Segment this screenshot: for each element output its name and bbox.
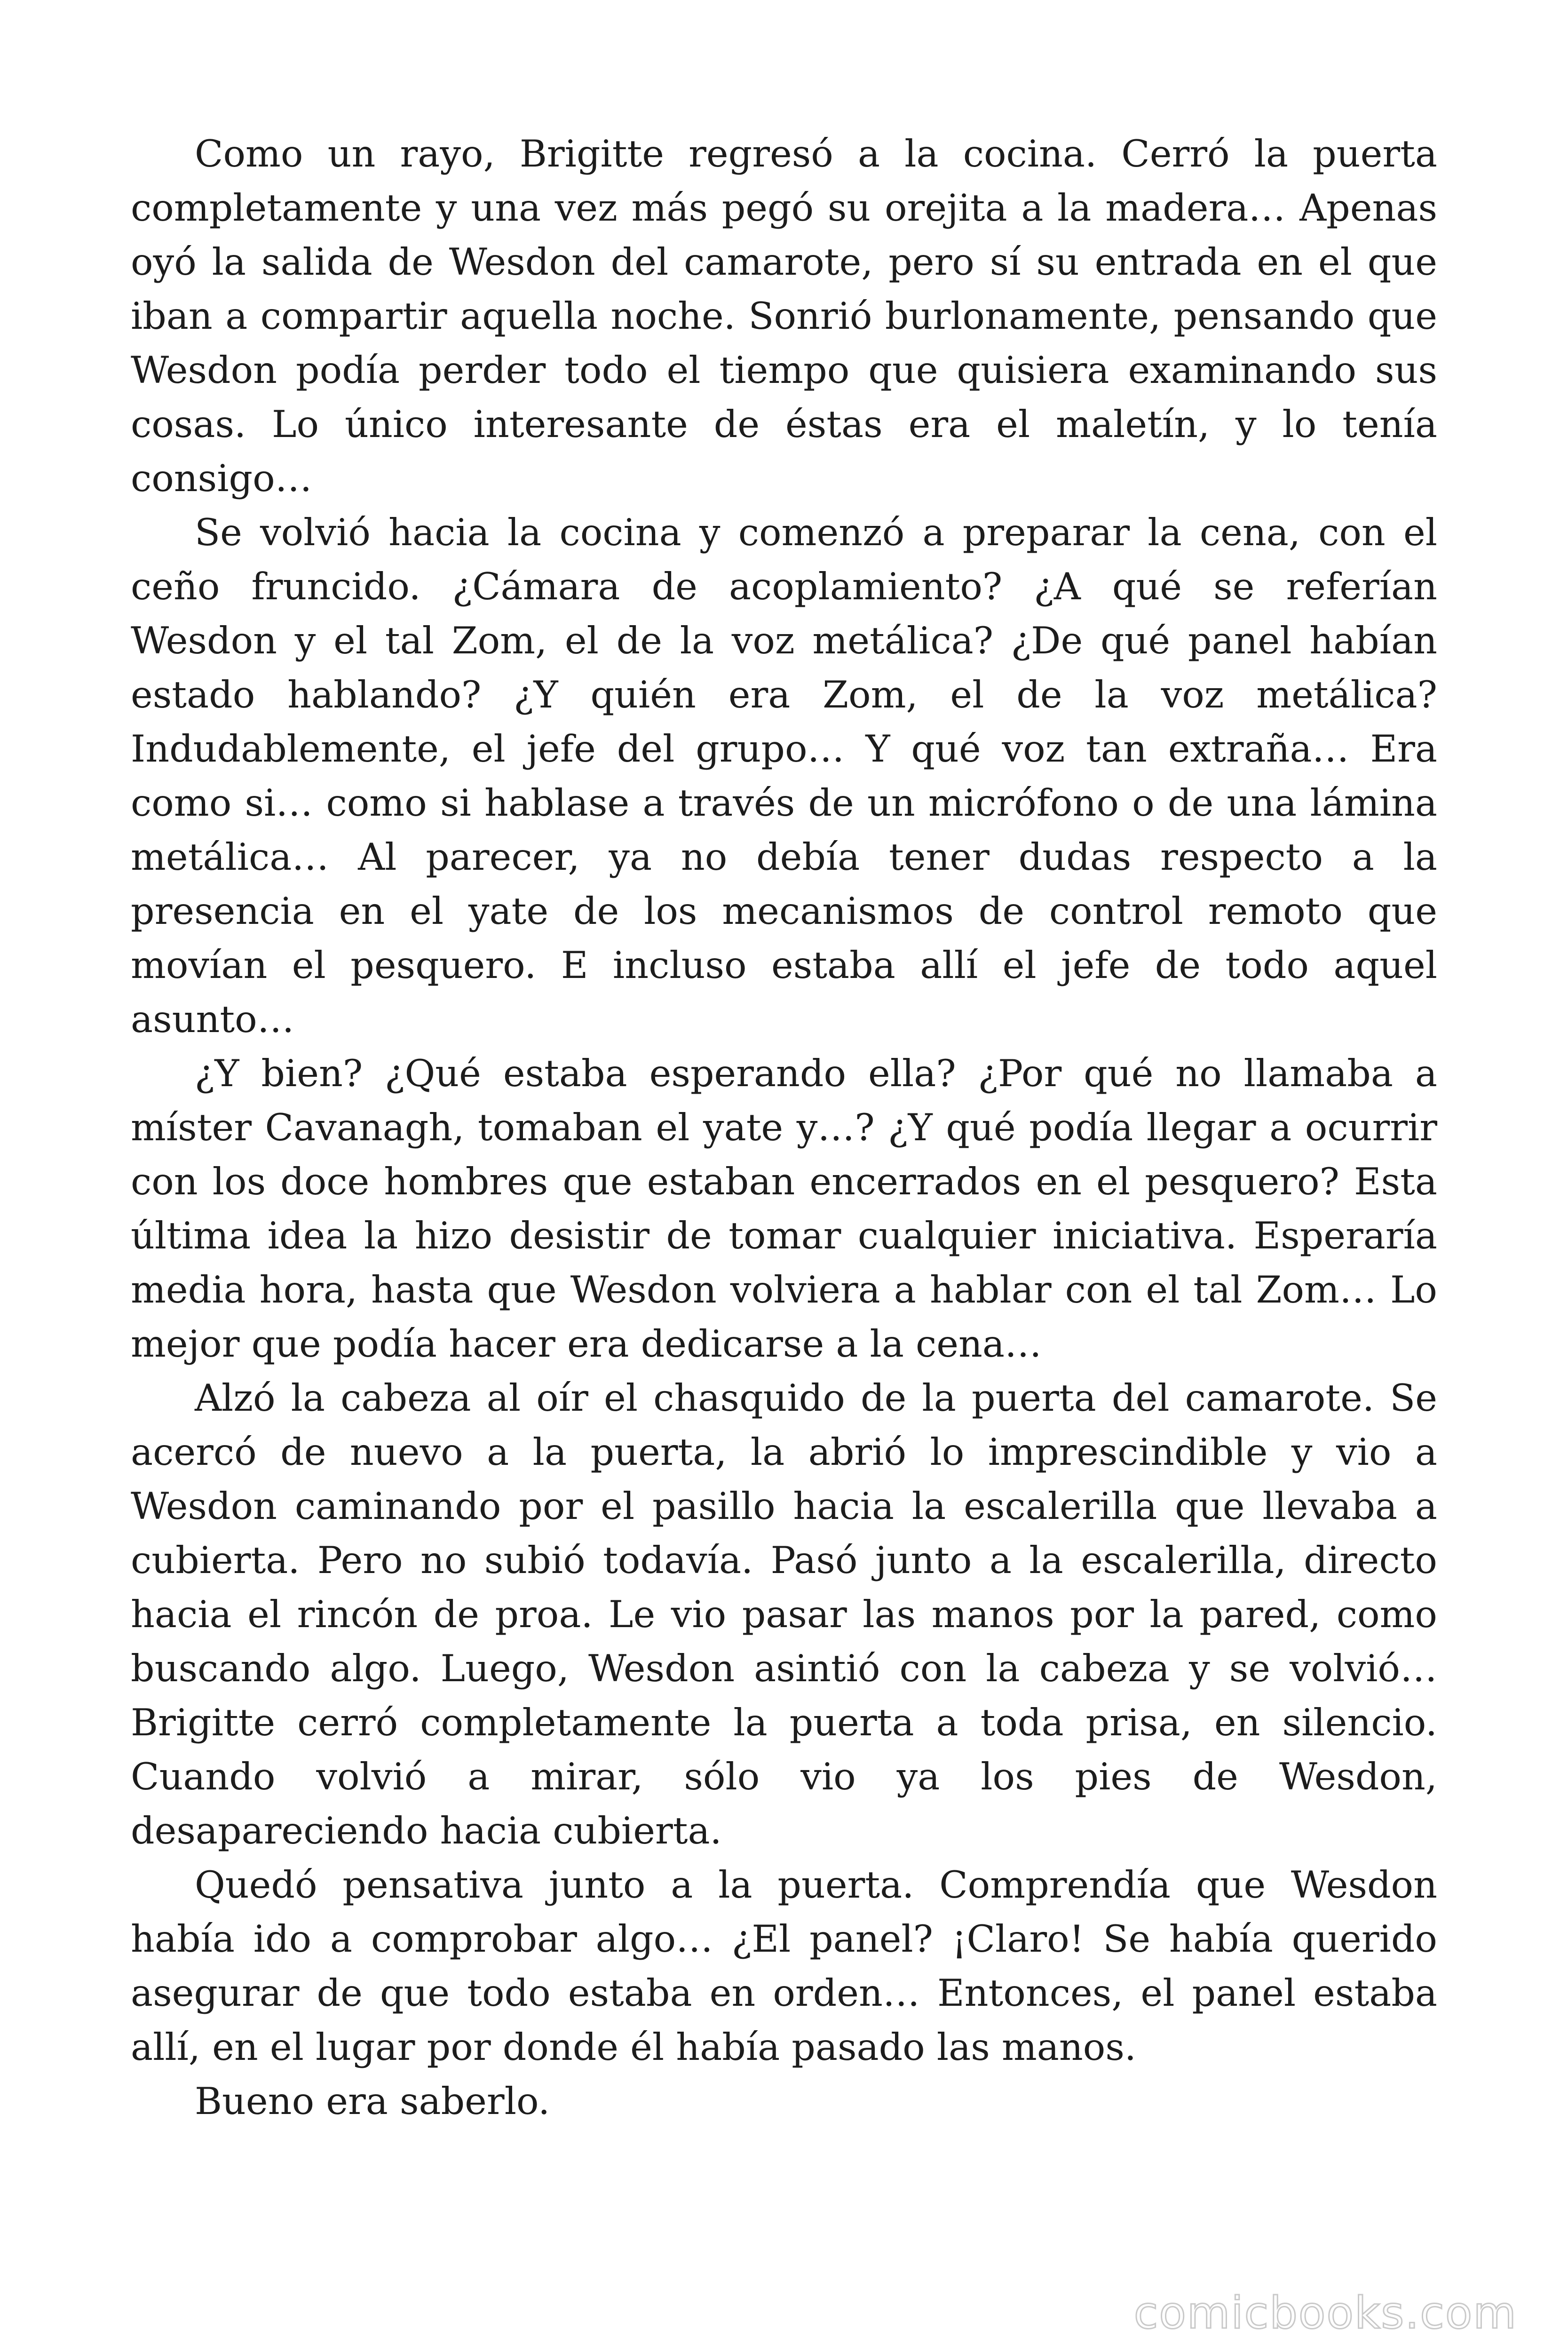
paragraph-1: Como un rayo, Brigitte regresó a la cocina. Cerró la puerta completamente y una vez más pegó su orejita a la madera… Apenas oyó la salida de Wesdon del camarote, pero sí su entrada en el que iban a compartir aquella noche. Sonrió burlonamente, pensando que Wesdon podía perder todo el tiempo que quisiera examinando sus cosas. Lo único interesante de éstas era el maletín, y lo tenía consigo… [131, 132, 1437, 500]
site-watermark: comicbooks.com [1133, 2288, 1517, 2339]
paragraph-2: Se volvió hacia la cocina y comenzó a preparar la cena, con el ceño fruncido. ¿Cámara de acoplamiento? ¿A qué se referían Wesdon y el tal Zom, el de la voz metálica? ¿De qué panel habían estado hablando? ¿Y quién era Zom, el de la voz metálica? Indudablemente, el jefe del grupo… Y qué voz tan extraña… Era como si… como si hablase a través de un micrófono o de una lámina metálica… Al parecer, ya no debía tener dudas respecto a la presencia en el yate de los mecanismos de control remoto que movían el pesquero. E incluso estaba allí el jefe de todo aquel asunto… [131, 511, 1437, 1041]
paragraph-4: Alzó la cabeza al oír el chasquido de la puerta del camarote. Se acercó de nuevo a la puerta, la abrió lo imprescindible y vio a Wesdon caminando por el pasillo hacia la escalerilla que llevaba a cubierta. Pero no subió todavía. Pasó junto a la escalerilla, directo hacia el rincón de proa. Le vio pasar las manos por la pared, como buscando algo. Luego, Wesdon asintió con la cabeza y se volvió… Brigitte cerró completamente la puerta a toda prisa, en silencio. Cuando volvió a mirar, sólo vio ya los pies de Wesdon, desapareciendo hacia cubierta. [131, 1376, 1437, 1852]
paragraph-3: ¿Y bien? ¿Qué estaba esperando ella? ¿Por qué no llamaba a míster Cavanagh, tomaban el yate y…? ¿Y qué podía llegar a ocurrir con los doce hombres que estaban encerrados en el pesquero? Esta última idea la hizo desistir de tomar cualquier iniciativa. Esperaría media hora, hasta que Wesdon volviera a hablar con el tal Zom… Lo mejor que podía hacer era dedicarse a la cena… [131, 1052, 1437, 1366]
book-page-text [131, 127, 1437, 2129]
paragraph-6: Bueno era saberlo. [195, 2080, 550, 2123]
paragraph-5: Quedó pensativa junto a la puerta. Comprendía que Wesdon había ido a comprobar algo… ¿El panel? ¡Claro! Se había querido asegurar de que todo estaba en orden… Entonces, el panel estaba allí, en el lugar por donde él había pasado las manos. [131, 1863, 1437, 2069]
